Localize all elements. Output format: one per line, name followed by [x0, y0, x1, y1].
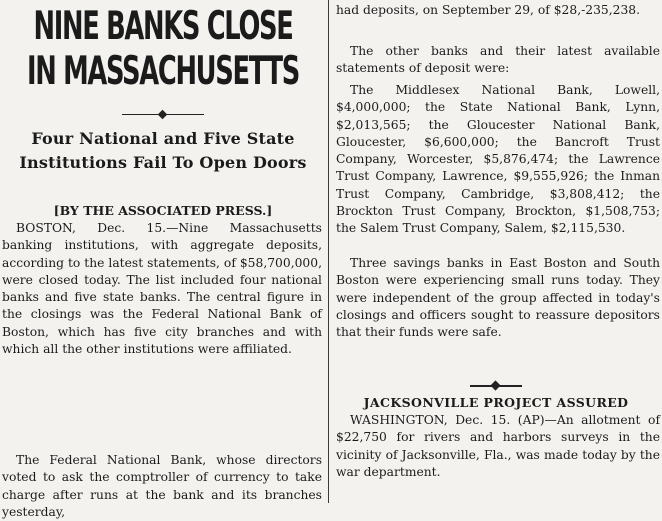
- subheadline: Four National and Five State Institutions Fail To Open Doors: [19, 129, 307, 172]
- headline-line-2: IN MASSACHUSETTS: [26, 49, 300, 94]
- article-column-left: [0, 0, 326, 519]
- headline-line-1: NINE BANKS CLOSE: [33, 4, 293, 49]
- byline: [BY THE ASSOCIATED PRESS.]: [53, 203, 273, 218]
- brief-paragraph: WASHINGTON, Dec. 15. (AP)—An allotment of $22,750 for rivers and harbors surveys in the vicinity of Jacksonville, Fla., was made today by the war department.: [336, 413, 660, 479]
- divider-diamond-icon: [490, 380, 500, 390]
- continued-paragraph: The other banks and their latest available statements of deposit were:: [336, 44, 660, 76]
- brief-divider: [470, 381, 522, 390]
- column-rule: [328, 0, 329, 503]
- savings-banks-paragraph: Three savings banks in East Boston and South Boston were experiencing small runs today. They were independent of the group affected in today's closings and officers sought to reassure depositors that their funds were safe.: [336, 256, 660, 340]
- divider-diamond-icon: [158, 110, 168, 120]
- article-column-right: [332, 0, 660, 503]
- article-paragraph: The Federal National Bank, whose directors voted to ask the comptroller of currency to take charge after runs at the bank and its branches yesterday,: [2, 453, 322, 519]
- brief-headline: JACKSONVILLE PROJECT ASSURED: [363, 395, 629, 410]
- bank-list-paragraph: The Middlesex National Bank, Lowell, $4,000,000; the State National Bank, Lynn, $2,013,565; the Gloucester National Bank, Gloucester, $6,600,000; the Bancroft Trust Company, Worcester, $5,876,474; the Lawrence Trust Company, Lawrence, $9,555,926; the Inman Trust Company, Cambridge, $3,808,412; the Brockton Trust Company, Brockton, $1,508,753; the Salem Trust Company, Salem, $2,115,530.: [336, 83, 660, 236]
- headline-divider: [122, 110, 204, 119]
- headline: [1, 4, 324, 94]
- continued-paragraph: had deposits, on September 29, of $28,-235,238.: [336, 3, 641, 17]
- article-paragraph: BOSTON, Dec. 15.—Nine Massachusetts banking institutions, with aggregate deposits, according to the latest statements, of $58,700,000, were closed today. The list included four national banks and five state banks. The central figure in the closings was the Federal National Bank of Boston, which has five city branches and with which all the other institutions were affiliated.: [2, 221, 322, 357]
